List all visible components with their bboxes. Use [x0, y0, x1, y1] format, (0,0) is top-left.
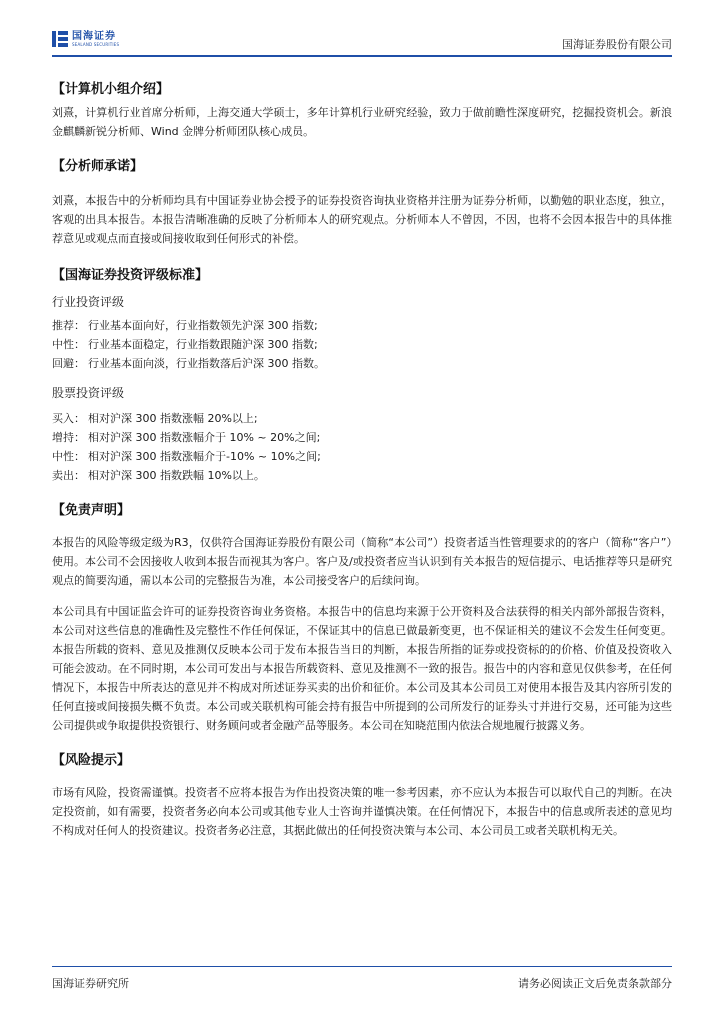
footer-institute: 国海证券研究所	[52, 977, 129, 990]
stock-rating-list	[52, 409, 672, 485]
logo-cn-text: 国海证券	[72, 30, 116, 42]
page-content	[52, 76, 672, 840]
list-item	[52, 354, 672, 373]
list-item	[52, 335, 672, 354]
page-header	[52, 28, 672, 54]
rating-desc: 相对沪深 300 指数涨幅介于-10% ~ 10%之间;	[88, 450, 321, 463]
rating-label: 中性：	[52, 450, 85, 463]
rating-desc: 行业基本面向好，行业指数领先沪深 300 指数;	[88, 319, 318, 332]
list-item	[52, 316, 672, 335]
risk-section-text: 市场有风险，投资需谨慎。投资者不应将本报告为作出投资决策的唯一参考因素，亦不应认为本报告可以取代自己的判断。在决定投资前，如有需要，投资者务必向本公司或其他专业人士咨询并谨慎决策。在任何情况下，本报告中的信息或所表述的意见均不构成对任何人的投资建议。投资者务必注意，其据此做出的任何投资决策与本公司、本公司员工或者关联机构无关。	[52, 786, 672, 837]
commitment-section-text: 刘熹，本报告中的分析师均具有中国证券业协会授予的证券投资咨询执业资格并注册为证券分析师，以勤勉的职业态度，独立，客观的出具本报告。本报告清晰准确的反映了分析师本人的研究观点。分析师本人不曾因，不因，也将不会因本报告中的具体推荐意见或观点而直接或间接收取到任何形式的补偿。	[52, 194, 672, 245]
commitment-section-title: 【分析师承诺】	[52, 159, 144, 174]
footer-notice: 请务必阅读正文后免责条款部分	[518, 977, 672, 990]
header-divider	[52, 55, 672, 57]
disclaimer-paragraph-2: 本公司具有中国证监会许可的证券投资咨询业务资格。本报告中的信息均来源于公开资料及合法获得的相关内部外部报告资料，本公司对这些信息的准确性及完整性不作任何保证，不保证其中的信息已做最新变更，也不保证相关的建议不会发生任何变更。本报告所载的资料、意见及推测仅反映本公司于发布本报告当日的判断，本报告所指的证券或投资标的的价格、价值及投资收入可能会波动。在不同时期，本公司可发出与本报告所载资料、意见及推测不一致的报告。报告中的内容和意见仅供参考，在任何情况下，本报告中所表达的意见并不构成对所述证券买卖的出价和征价。本公司及其本公司员工对使用本报告及其内容所引发的任何直接或间接损失概不负责。本公司或关联机构可能会持有报告中所提到的公司所发行的证券头寸并进行交易，还可能为这些公司提供或争取提供投资银行、财务顾问或者金融产品等服务。本公司在知晓范围内依法合规地履行披露义务。	[52, 605, 672, 732]
rating-label: 卖出：	[52, 469, 85, 482]
rating-label: 推荐：	[52, 319, 85, 332]
team-section-title: 【计算机小组介绍】	[52, 82, 170, 97]
rating-label: 买入：	[52, 412, 85, 425]
risk-section-title: 【风险提示】	[52, 753, 131, 768]
rating-label: 回避：	[52, 357, 85, 370]
rating-desc: 相对沪深 300 指数涨幅介于 10% ~ 20%之间;	[88, 431, 321, 444]
rating-desc: 行业基本面稳定，行业指数跟随沪深 300 指数;	[88, 338, 318, 351]
rating-desc: 相对沪深 300 指数涨幅 20%以上;	[88, 412, 258, 425]
disclaimer-paragraph-1: 本报告的风险等级定级为R3，仅供符合国海证券股份有限公司（简称“本公司”）投资者适当性管理要求的的客户（简称“客户”）使用。本公司不会因接收人收到本报告而视其为客户。客户及/或投资者应当认识到有关本报告的短信提示、电话推荐等只是研究观点的简要沟通，需以本公司的完整报告为准，本公司接受客户的后续问询。	[52, 536, 672, 587]
list-item	[52, 466, 672, 485]
logo-mark-icon	[52, 31, 68, 47]
list-item	[52, 447, 672, 466]
team-section-text: 刘熹，计算机行业首席分析师，上海交通大学硕士，多年计算机行业研究经验，致力于做前瞻性深度研究，挖掘投资机会。新浪金麒麟新锐分析师、Wind 金牌分析师团队核心成员。	[52, 106, 672, 138]
company-logo	[52, 31, 119, 47]
disclaimer-section-title: 【免责声明】	[52, 503, 131, 518]
rating-section-title: 【国海证券投资评级标准】	[52, 268, 209, 283]
header-company-name: 国海证券股份有限公司	[562, 38, 672, 51]
list-item	[52, 409, 672, 428]
rating-desc: 行业基本面向淡，行业指数落后沪深 300 指数。	[88, 357, 325, 370]
rating-label: 中性：	[52, 338, 85, 351]
stock-rating-title: 股票投资评级	[52, 386, 125, 400]
footer-divider	[52, 966, 672, 967]
industry-rating-title: 行业投资评级	[52, 295, 125, 309]
rating-label: 增持：	[52, 431, 85, 444]
industry-rating-list	[52, 316, 672, 373]
list-item	[52, 428, 672, 447]
rating-desc: 相对沪深 300 指数跌幅 10%以上。	[88, 469, 265, 482]
logo-en-text: SEALAND SECURITIES	[72, 41, 120, 47]
